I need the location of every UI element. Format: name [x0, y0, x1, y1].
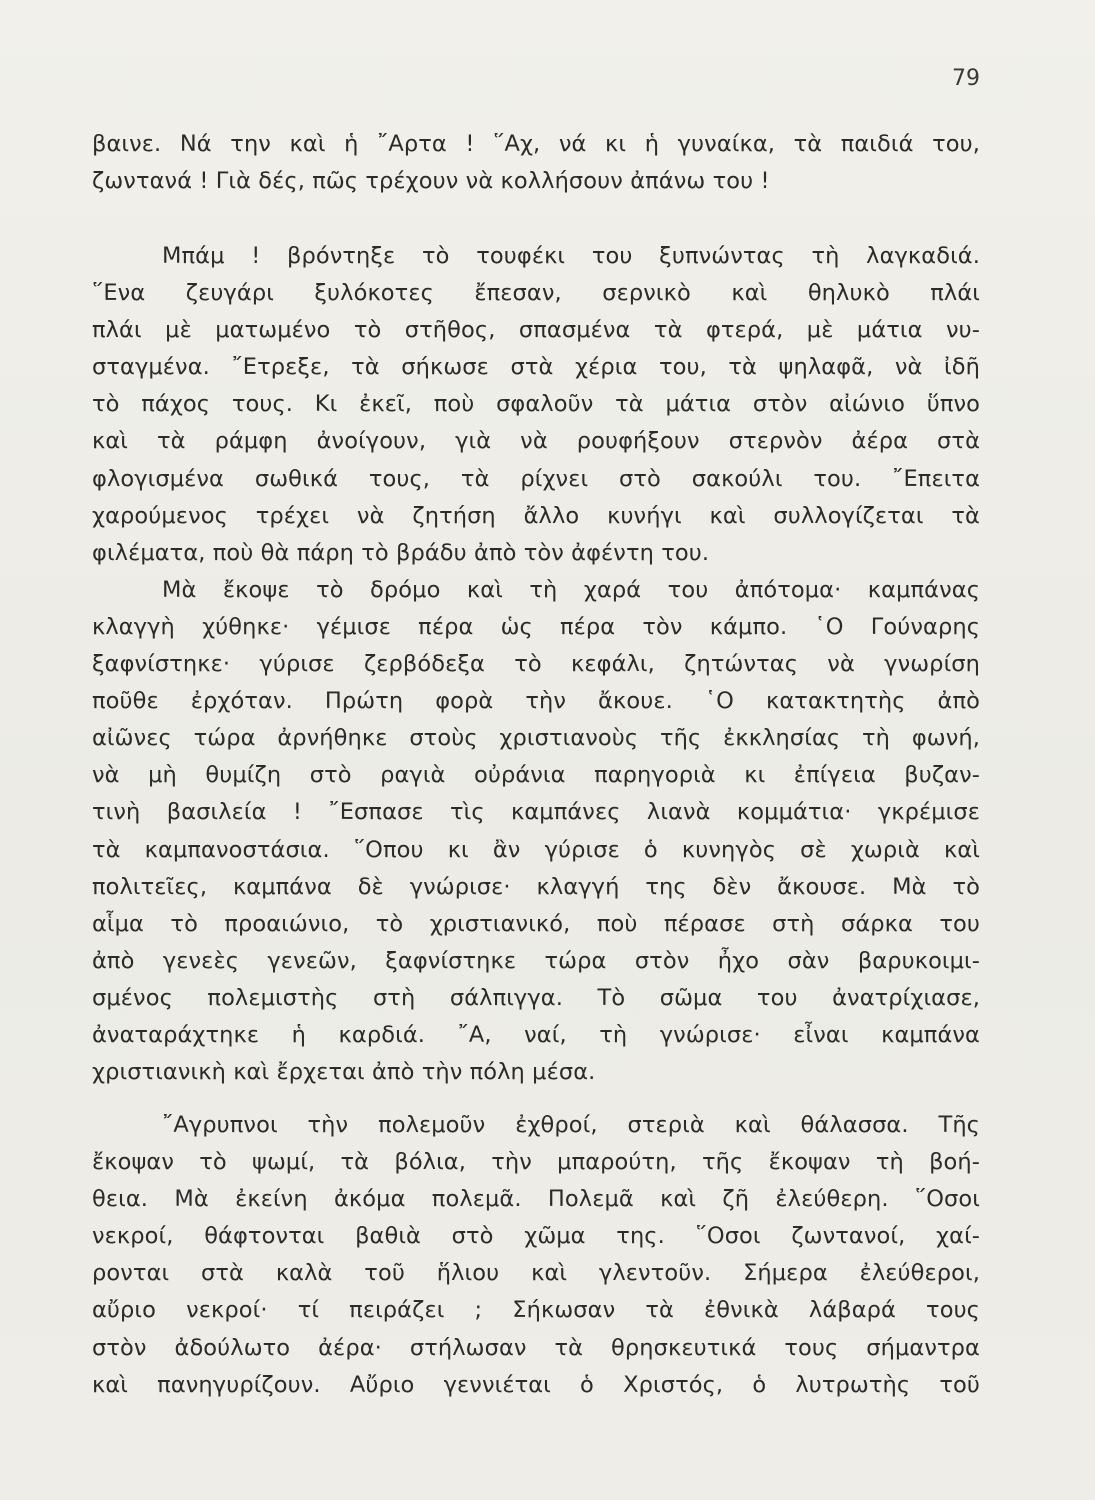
paragraph-2	[92, 238, 980, 1091]
text-line: νεκροί, θάφτονται βαθιὰ στὸ χῶμα της. ῞Οσοι ζωντανοί, χαί-	[92, 1223, 980, 1250]
text-line: βαινε. Νά την καὶ ἡ ῎Αρτα ! ῞Αχ, νά κι ἡ γυναίκα, τὰ παιδιά του,	[92, 131, 980, 157]
text-line: αἷμα τὸ προαιώνιο, τὸ χριστιανικό, ποὺ πέρασε στὴ σάρκα του	[92, 910, 980, 937]
text-line: χριστιανικὴ καὶ ἔρχεται ἀπὸ τὴν πόλη μέσα.	[92, 1059, 596, 1086]
text-line: τινὴ βασιλεία ! ῎Εσπασε τὶς καμπάνες λιανὰ κομμάτια· γκρέμισε	[92, 799, 980, 826]
text-line: Μὰ ἔκοψε τὸ δρόμο καὶ τὴ χαρά του ἀπότομα· καμπάνας	[162, 576, 980, 603]
text-line: χαρούμενος τρέχει νὰ ζητήση ἄλλο κυνήγι καὶ συλλογίζεται τὰ	[92, 502, 980, 529]
text-line: καὶ πανηγυρίζουν. Αὔριο γεννιέται ὁ Χριστός, ὁ λυτρωτὴς τοῦ	[92, 1371, 980, 1398]
text-line: αὔριο νεκροί· τί πειράζει ; Σήκωσαν τὰ ἐθνικὰ λάβαρά τους	[92, 1297, 980, 1324]
text-line: ρονται στὰ καλὰ τοῦ ἥλιου καὶ γλεντοῦν. Σήμερα ἐλεύθεροι,	[92, 1260, 980, 1287]
text-line: αἰῶνες τώρα ἀρνήθηκε στοὺς χριστιανοὺς τῆς ἐκκλησίας τὴ φωνή,	[92, 725, 980, 752]
text-line: τὰ καμπανοστάσια. ῞Οπου κι ἂν γύρισε ὁ κυνηγὸς σὲ χωριὰ καὶ	[92, 836, 980, 863]
text-line: πολιτεῖες, καμπάνα δὲ γνώρισε· κλαγγή της δὲν ἄκουσε. Μὰ τὸ	[92, 873, 980, 900]
text-line: ξαφνίστηκε· γύρισε ζερβόδεξα τὸ κεφάλι, ζητώντας νὰ γνωρίση	[92, 651, 980, 678]
paragraph-1	[92, 126, 980, 200]
text-line: ποῦθε ἐρχόταν. Πρώτη φορὰ τὴν ἄκουε. ῾Ο κατακτητὴς ἀπὸ	[92, 688, 980, 715]
page-number: 79	[952, 66, 980, 91]
text-line: τὸ πάχος τους. Κι ἐκεῖ, ποὺ σφαλοῦν τὰ μάτια στὸν αἰώνιο ὕπνο	[92, 391, 980, 418]
text-line: κλαγγὴ χύθηκε· γέμισε πέρα ὡς πέρα τὸν κάμπο. ῾Ο Γούναρης	[92, 613, 980, 640]
text-line: νὰ μὴ θυμίζη στὸ ραγιὰ οὐράνια παρηγοριὰ κι ἐπίγεια βυζαν-	[92, 762, 980, 789]
text-line: ζωντανά ! Γιὰ δές, πῶς τρέχουν νὰ κολλήσουν ἀπάνω του !	[92, 168, 770, 195]
text-line: καὶ τὰ ράμφη ἀνοίγουν, γιὰ νὰ ρουφήξουν στερνὸν ἀέρα στὰ	[92, 428, 980, 455]
text-line: ἀπὸ γενεὲς γενεῶν, ξαφνίστηκε τώρα στὸν ἦχο σὰν βαρυκοιμι-	[92, 947, 980, 974]
paragraph-3	[92, 1107, 980, 1404]
text-line: φιλέματα, ποὺ θὰ πάρη τὸ βράδυ ἀπὸ τὸν ἀφέντη του.	[92, 539, 710, 566]
text-line: ῎Αγρυπνοι τὴν πολεμοῦν ἐχθροί, στεριὰ καὶ θάλασσα. Τῆς	[162, 1112, 980, 1138]
text-line: φλογισμένα σωθικά τους, τὰ ρίχνει στὸ σακούλι του. ῎Επειτα	[92, 465, 980, 492]
text-line: ἀναταράχτηκε ἡ καρδιά. ῎Α, ναί, τὴ γνώρισε· εἶναι καμπάνα	[92, 1021, 980, 1048]
text-line: ῞Ενα ζευγάρι ξυλόκοτες ἔπεσαν, σερνικὸ καὶ θηλυκὸ πλάι	[92, 280, 980, 307]
text-line: στὸν ἀδούλωτο ἀέρα· στήλωσαν τὰ θρησκευτικά τους σήμαντρα	[92, 1334, 980, 1361]
text-line: σμένος πολεμιστὴς στὴ σάλπιγγα. Τὸ σῶμα του ἀνατρίχιασε,	[92, 984, 980, 1011]
text-line: ἔκοψαν τὸ ψωμί, τὰ βόλια, τὴν μπαρούτη, τῆς ἔκοψαν τὴ βοή-	[92, 1149, 980, 1176]
text-line: σταγμένα. ῎Ετρεξε, τὰ σήκωσε στὰ χέρια του, τὰ ψηλαφᾶ, νὰ ἰδῆ	[92, 354, 980, 381]
text-line: πλάι μὲ ματωμένο τὸ στῆθος, σπασμένα τὰ φτερά, μὲ μάτια νυ-	[92, 317, 980, 344]
text-line: θεια. Μὰ ἐκείνη ἀκόμα πολεμᾶ. Πολεμᾶ καὶ ζῆ ἐλεύθερη. ῞Οσοι	[92, 1186, 980, 1213]
text-line: Μπάμ ! βρόντηξε τὸ τουφέκι του ξυπνώντας τὴ λαγκαδιά.	[162, 243, 980, 269]
